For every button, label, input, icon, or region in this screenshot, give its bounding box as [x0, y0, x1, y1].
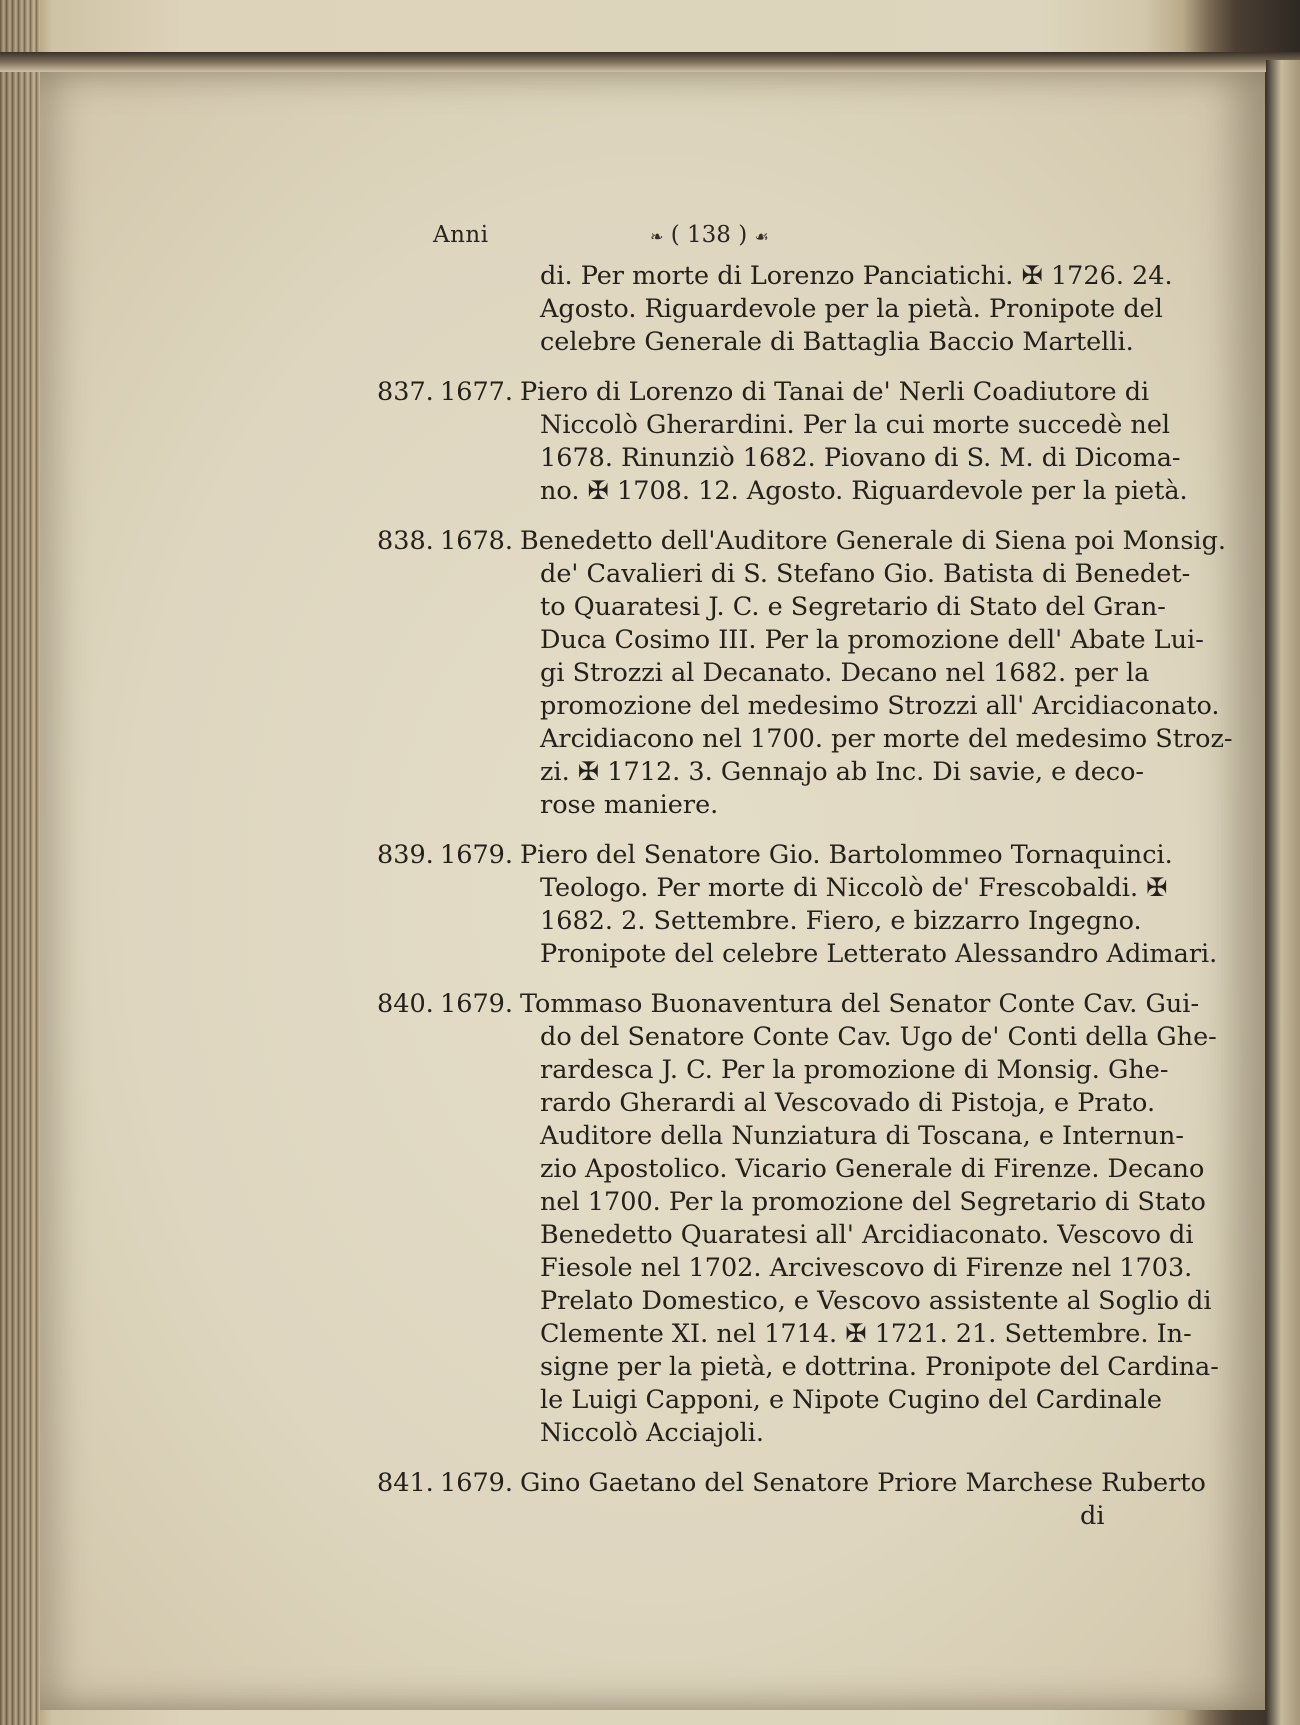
text-line: Niccolò Gherardini. Per la cui morte succedè nel [540, 410, 1171, 440]
text-line: Prelato Domestico, e Vescovo assistente al Soglio di [540, 1286, 1212, 1316]
text-line: Arcidiacono nel 1700. per morte del medesimo Stroz- [540, 724, 1233, 754]
column-label-anni: Anni [433, 222, 489, 248]
text-line: signe per la pietà, e dottrina. Pronipote del Cardina- [540, 1352, 1219, 1382]
text-line: zio Apostolico. Vicario Generale di Firenze. Decano [540, 1154, 1205, 1184]
text-line: Piero del Senatore Gio. Bartolommeo Tornaquinci. [520, 840, 1173, 870]
text-line: Tommaso Buonaventura del Senator Conte Cav. Gui- [520, 989, 1200, 1019]
text-line: Niccolò Acciajoli. [540, 1418, 765, 1448]
entry-year: 1679. [440, 1468, 514, 1498]
page-number [650, 222, 769, 248]
entry-number: 841. [377, 1468, 434, 1498]
entry-year: 1677. [440, 377, 514, 407]
text-line: Clemente XI. nel 1714. ✠ 1721. 21. Settembre. In- [540, 1319, 1192, 1349]
text-line: rardo Gherardi al Vescovado di Pistoja, e Prato. [540, 1088, 1156, 1118]
running-header [0, 222, 1300, 262]
text-line: nel 1700. Per la promozione del Segretario di Stato [540, 1187, 1206, 1217]
text-line: no. ✠ 1708. 12. Agosto. Riguardevole per la pietà. [540, 476, 1188, 506]
text-line: Fiesole nel 1702. Arcivescovo di Firenze nel 1703. [540, 1253, 1193, 1283]
entry-year: 1679. [440, 989, 514, 1019]
entry-year: 1678. [440, 526, 514, 556]
top-edge [0, 52, 1300, 72]
right-leaf [1266, 60, 1300, 1725]
text-line: 1678. Rinunziò 1682. Piovano di S. M. di Dicoma- [540, 443, 1181, 473]
entry-number: 839. [377, 840, 434, 870]
text-line: Duca Cosimo III. Per la promozione dell' Abate Lui- [540, 625, 1204, 655]
entry-number: 837. [377, 377, 434, 407]
text-line: Teologo. Per morte di Niccolò de' Frescobaldi. ✠ [540, 873, 1168, 903]
ornament-right-icon: ☙ [754, 227, 769, 246]
text-line: rose maniere. [540, 790, 719, 820]
text-line: Piero di Lorenzo di Tanai de' Nerli Coadiutore di [520, 377, 1150, 407]
text-line: do del Senatore Conte Cav. Ugo de' Conti della Ghe- [540, 1022, 1217, 1052]
text-line: le Luigi Capponi, e Nipote Cugino del Cardinale [540, 1385, 1162, 1415]
text-line: zi. ✠ 1712. 3. Gennajo ab Inc. Di savie, e deco- [540, 757, 1145, 787]
text-line: Agosto. Riguardevole per la pietà. Pronipote del [540, 294, 1163, 324]
text-line: celebre Generale di Battaglia Baccio Martelli. [540, 327, 1134, 357]
page-number-text: ( 138 ) [670, 222, 748, 248]
text-line: di. Per morte di Lorenzo Panciatichi. ✠ 1726. 24. [540, 261, 1173, 291]
entry-year: 1679. [440, 840, 514, 870]
entry-number: 840. [377, 989, 434, 1019]
ornament-left-icon: ❧ [650, 227, 664, 246]
text-line: promozione del medesimo Strozzi all' Arcidiaconato. [540, 691, 1220, 721]
text-line: Gino Gaetano del Senatore Priore Marchese Ruberto [520, 1468, 1206, 1498]
entry-number: 838. [377, 526, 434, 556]
text-line: de' Cavalieri di S. Stefano Gio. Batista di Benedet- [540, 559, 1191, 589]
text-line: 1682. 2. Settembre. Fiero, e bizzarro Ingegno. [540, 906, 1142, 936]
text-line: Benedetto dell'Auditore Generale di Siena poi Monsig. [520, 526, 1226, 556]
catchword: di [1080, 1501, 1105, 1531]
text-line: rardesca J. C. Per la promozione di Monsig. Ghe- [540, 1055, 1169, 1085]
text-line: Benedetto Quaratesi all' Arcidiaconato. Vescovo di [540, 1220, 1194, 1250]
text-line: gi Strozzi al Decanato. Decano nel 1682. per la [540, 658, 1150, 688]
text-line: Pronipote del celebre Letterato Alessandro Adimari. [540, 939, 1218, 969]
text-line: to Quaratesi J. C. e Segretario di Stato del Gran- [540, 592, 1166, 622]
text-line: Auditore della Nunziatura di Toscana, e Internun- [540, 1121, 1184, 1151]
